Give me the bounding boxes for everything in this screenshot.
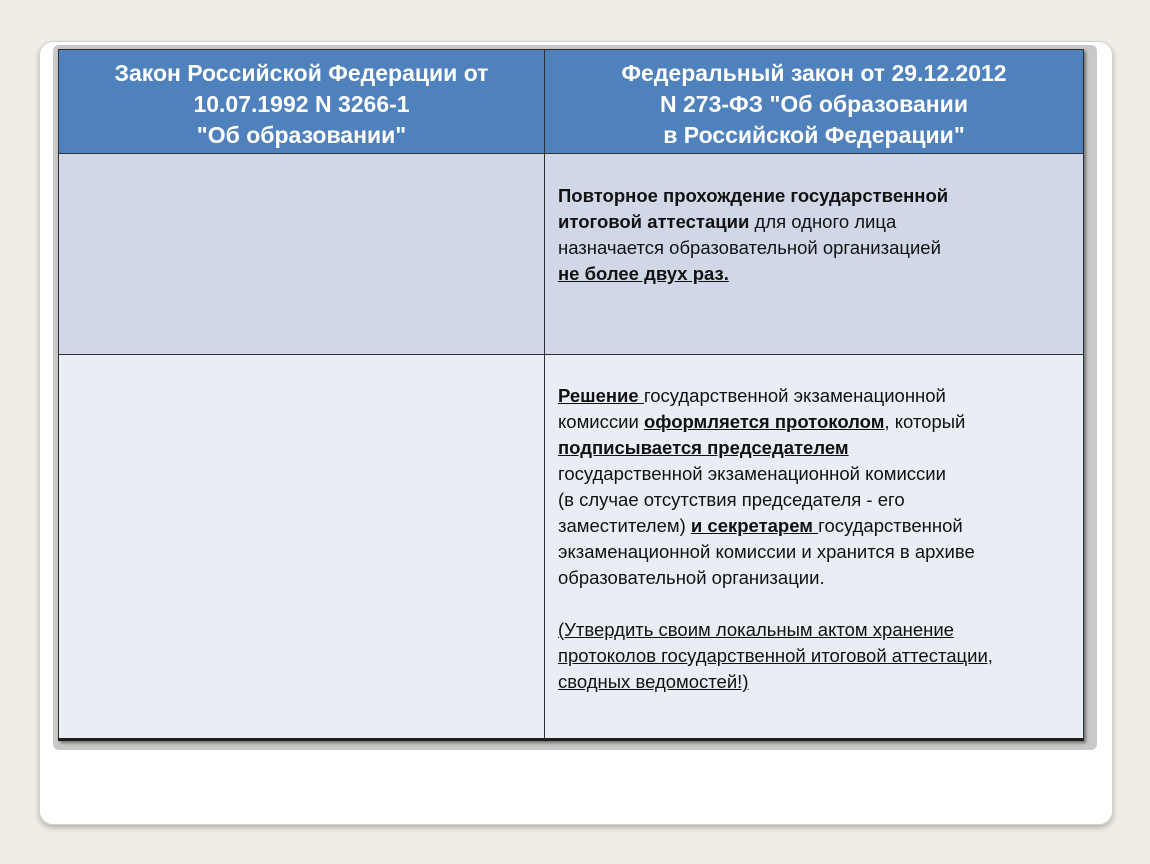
text-fragment: комиссии bbox=[558, 411, 644, 432]
text-line: (в случае отсутствия председателя - его bbox=[558, 489, 905, 510]
text-line bbox=[558, 383, 1077, 409]
paragraph-gap bbox=[558, 591, 1077, 617]
table-row bbox=[59, 355, 1084, 740]
header-new-law-line: Федеральный закон от 29.12.2012 bbox=[621, 60, 1007, 86]
header-new-law-line: в Российской Федерации" bbox=[663, 122, 965, 148]
header-old-law-line: Закон Российской Федерации от bbox=[114, 60, 489, 86]
new-law-cell-reattestation bbox=[545, 154, 1084, 355]
text-line bbox=[558, 409, 1077, 435]
header-new-law bbox=[545, 50, 1084, 154]
note-line: (Утвердить своим локальным актом хранение bbox=[558, 619, 954, 640]
note-line: сводных ведомостей!) bbox=[558, 671, 749, 692]
emphasis-line: не более двух раз. bbox=[558, 263, 729, 284]
header-old-law bbox=[59, 50, 545, 154]
text-line: назначается образовательной организацией bbox=[558, 237, 941, 258]
bold-phrase: итоговой аттестации bbox=[558, 211, 750, 232]
bold-phrase: Решение bbox=[558, 385, 644, 406]
text-line: экзаменационной комиссии и хранится в архиве bbox=[558, 541, 975, 562]
emphasis-line: подписывается председателем bbox=[558, 437, 849, 458]
table-header-row bbox=[59, 50, 1084, 154]
text-fragment: , который bbox=[884, 411, 966, 432]
bold-phrase: и секретарем bbox=[690, 515, 819, 536]
header-old-law-line: 10.07.1992 N 3266-1 bbox=[193, 91, 410, 117]
text-fragment: государственной экзаменационной bbox=[643, 385, 946, 406]
law-comparison-table bbox=[58, 49, 1084, 741]
text-fragment: государственной bbox=[818, 515, 963, 536]
old-law-cell-empty bbox=[59, 154, 545, 355]
old-law-cell-empty bbox=[59, 355, 545, 740]
text-fragment: заместителем) bbox=[558, 515, 691, 536]
note-line: протоколов государственной итоговой аттестации, bbox=[558, 645, 993, 666]
text-line: государственной экзаменационной комиссии bbox=[558, 463, 946, 484]
text-line bbox=[558, 209, 1077, 235]
text-line bbox=[558, 513, 1077, 539]
bold-phrase: оформляется протоколом bbox=[643, 411, 885, 432]
text-fragment: для одного лица bbox=[749, 211, 897, 232]
table-row bbox=[59, 154, 1084, 355]
header-old-law-line: "Об образовании" bbox=[196, 122, 407, 148]
header-new-law-line: N 273-ФЗ "Об образовании bbox=[660, 91, 968, 117]
text-line: Повторное прохождение государственной bbox=[558, 185, 949, 206]
text-line: образовательной организации. bbox=[558, 567, 825, 588]
new-law-cell-protocol bbox=[545, 355, 1084, 740]
